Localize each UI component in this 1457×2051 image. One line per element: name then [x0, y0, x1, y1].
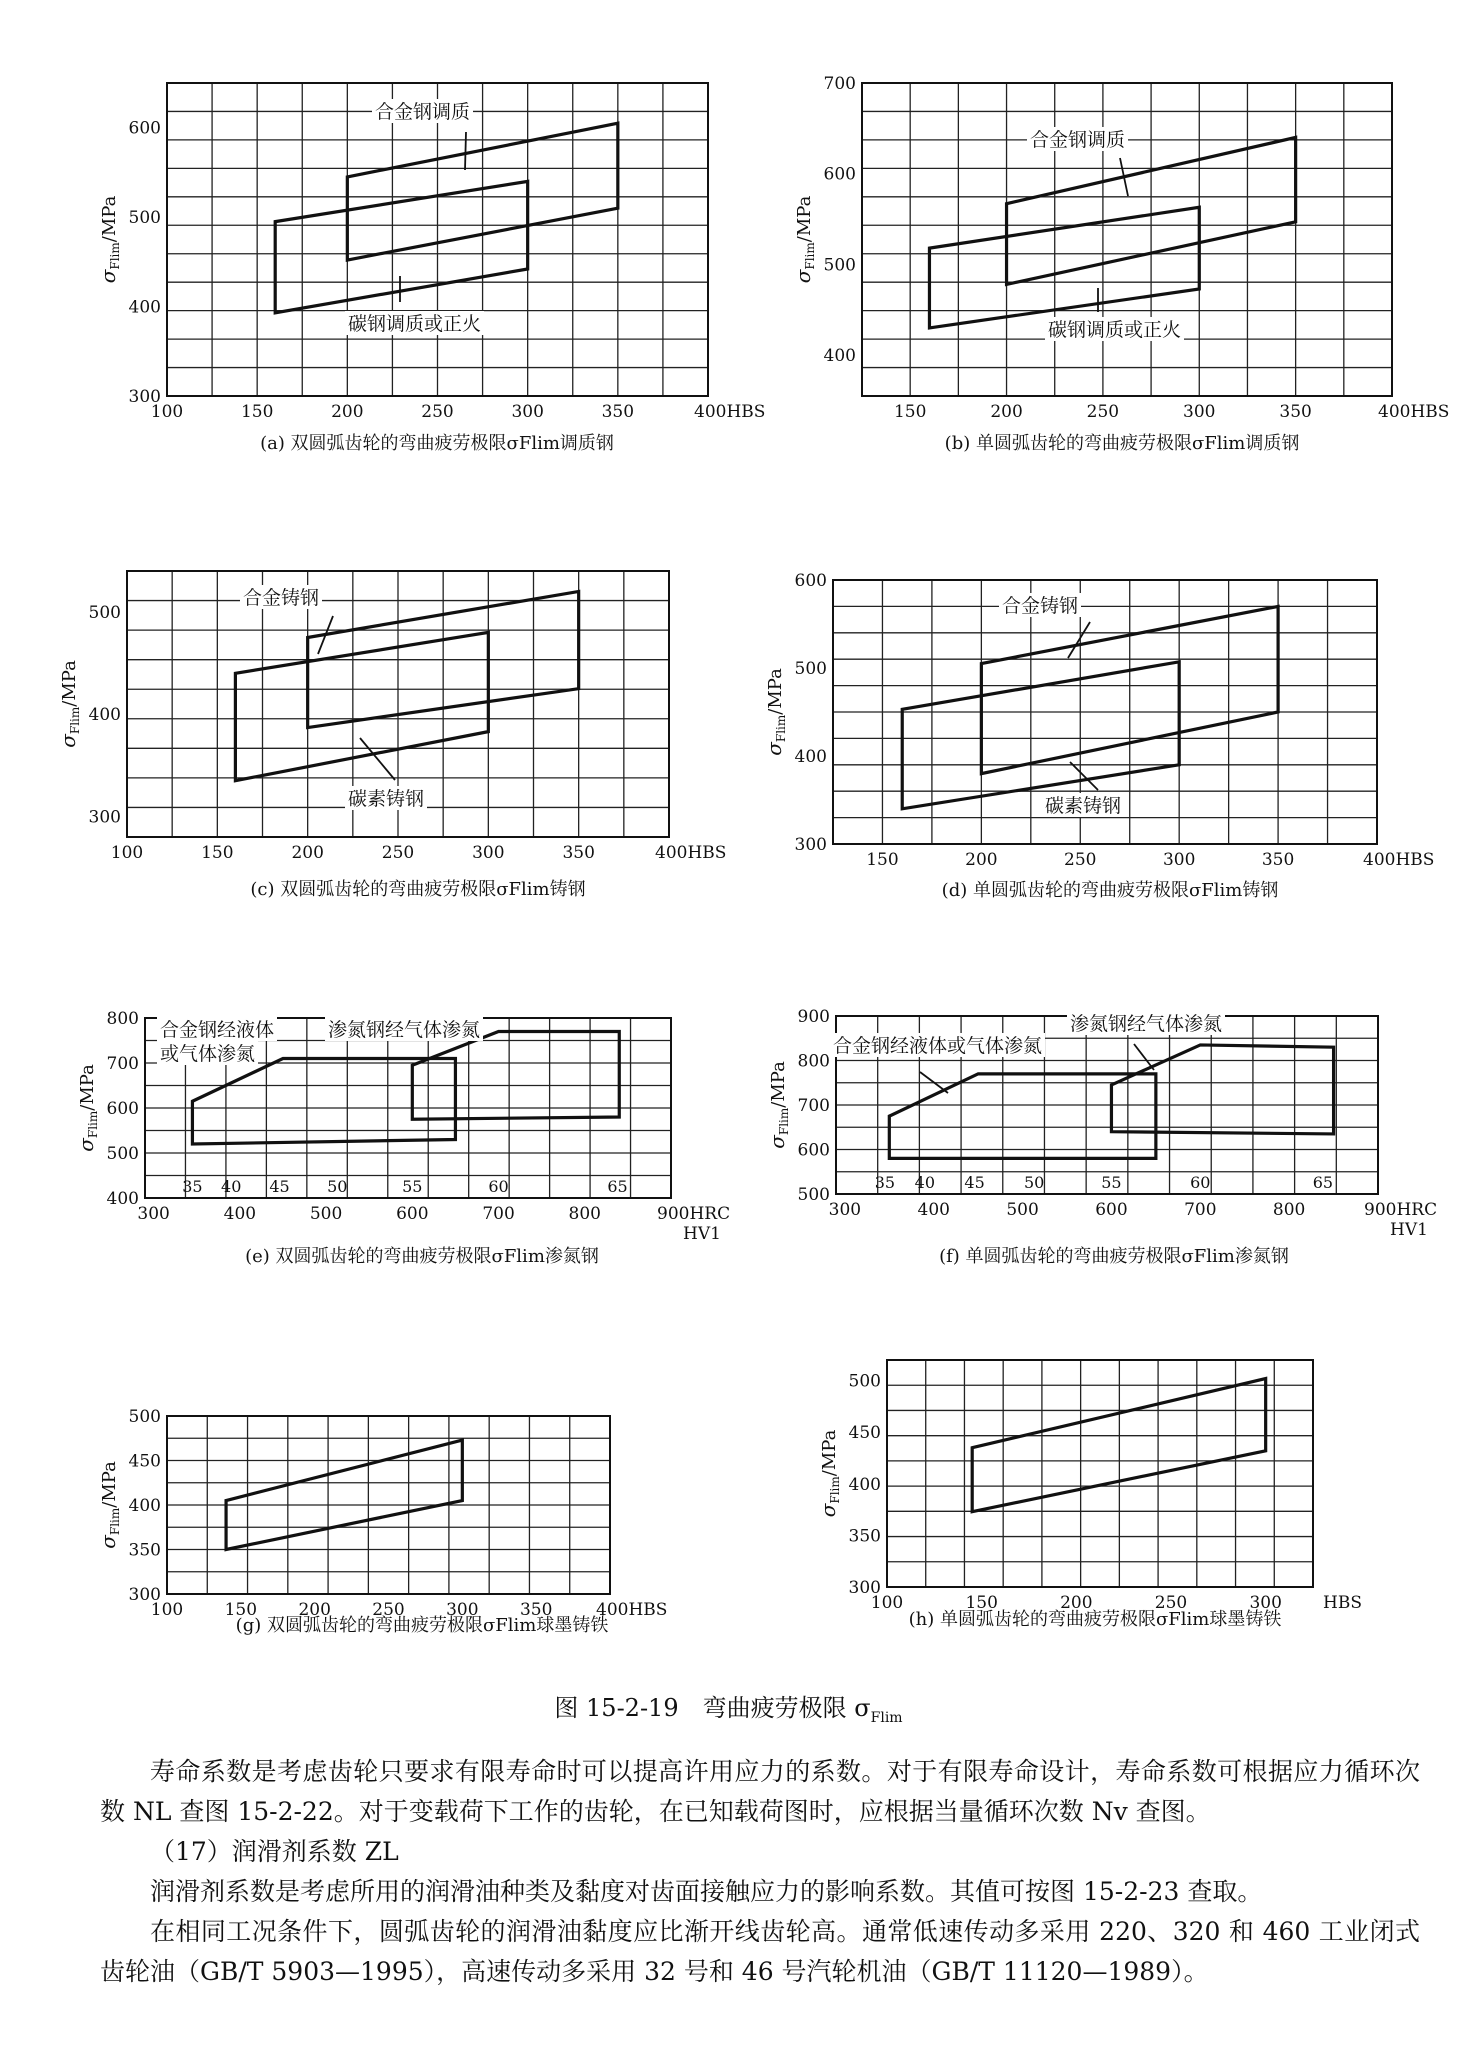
hrc-tick-label: 35	[874, 1173, 896, 1192]
y-tick-label: 300	[88, 807, 121, 828]
annotation-leader	[465, 132, 466, 170]
y-tick-label: 600	[128, 118, 161, 139]
x-tick-label: 900HRC	[1364, 1200, 1438, 1220]
x-tick-label: 150	[224, 1600, 258, 1620]
x-tick-label: 200	[331, 402, 364, 422]
chart-caption: (d) 单圆弧齿轮的弯曲疲劳极限σFlim铸钢	[941, 880, 1279, 901]
hrc-tick-label: 60	[1190, 1173, 1211, 1192]
y-tick-label: 300	[128, 1585, 161, 1605]
y-tick-label: 400	[128, 1496, 161, 1516]
y-axis-title: $\sigma_{Flim}$/MPa	[765, 1061, 791, 1149]
chart-e	[74, 1009, 730, 1267]
y-axis-title: $\sigma_{Flim}$/MPa	[96, 195, 122, 284]
x-tick-label: 350	[519, 1600, 553, 1620]
series-region-1	[889, 1074, 1156, 1159]
annotation-leader	[1134, 1044, 1154, 1070]
x-tick-label: 300	[1162, 850, 1196, 870]
y-tick-label: 500	[848, 1371, 881, 1392]
x-tick-label: 300	[511, 402, 544, 422]
paragraph-lubricant-factor: 润滑剂系数是考虑所用的润滑油种类及黏度对齿面接触应力的影响系数。其值可按图 15-2-23 查取。	[150, 1877, 1263, 1906]
chart-caption: (b) 单圆弧齿轮的弯曲疲劳极限σFlim调质钢	[944, 433, 1300, 454]
y-tick-label: 500	[128, 208, 161, 229]
chart-d	[762, 571, 1434, 901]
y-tick-label: 450	[128, 1451, 161, 1472]
x-tick-label: 350	[562, 843, 595, 863]
x-tick-label: 250	[372, 1600, 405, 1620]
y-tick-label: 400	[848, 1474, 881, 1495]
x-tick-label: 150	[893, 402, 927, 422]
x-tick-label: 300	[828, 1200, 862, 1220]
y-tick-label: 500	[823, 255, 856, 276]
x-unit2-label: HV1	[683, 1224, 721, 1244]
annotation-leader	[360, 738, 395, 780]
hrc-tick-label: 35	[182, 1177, 203, 1196]
figure-title-main: 图 15-2-19 弯曲疲劳极限 σ	[554, 1694, 871, 1722]
x-tick-label: 400HBS	[596, 1600, 668, 1620]
x-tick-label: 300	[1183, 402, 1216, 422]
y-tick-label: 800	[797, 1051, 830, 1072]
chart-c	[56, 571, 726, 900]
x-tick-label: 200	[990, 402, 1023, 422]
chart-caption: (e) 双圆弧齿轮的弯曲疲劳极限σFlim渗氮钢	[245, 1246, 599, 1267]
x-tick-label: 150	[965, 1593, 998, 1613]
grid	[167, 1416, 610, 1594]
y-tick-label: 700	[106, 1054, 139, 1074]
annotation-label: 或气体渗氮	[160, 1043, 256, 1065]
x-tick-label: 300	[137, 1204, 170, 1224]
hrc-tick-label: 60	[488, 1177, 509, 1196]
y-axis-title: $\sigma_{Flim}$/MPa	[791, 195, 817, 284]
hrc-tick-label: 65	[607, 1177, 628, 1196]
x-unit2-label: HV1	[1390, 1220, 1428, 1240]
chart-caption: (f) 单圆弧齿轮的弯曲疲劳极限σFlim渗氮钢	[939, 1246, 1289, 1267]
x-tick-label: HBS	[1323, 1593, 1362, 1613]
plot-frame	[887, 1360, 1313, 1587]
x-tick-label: 600	[396, 1204, 429, 1224]
grid	[167, 83, 708, 396]
x-tick-label: 500	[1006, 1200, 1039, 1220]
x-tick-label: 200	[291, 843, 324, 863]
y-tick-label: 600	[106, 1099, 139, 1119]
annotation-label: 渗氮钢经气体渗氮	[328, 1019, 481, 1041]
x-tick-label: 250	[1064, 850, 1097, 870]
y-tick-label: 450	[848, 1423, 881, 1444]
paragraph-life-factor: 寿命系数是考虑齿轮只要求有限寿命时可以提高许用应力的系数。对于有限寿命设计，寿命系数可根据应力循环次数 NL 查图 15-2-22。对于变载荷下工作的齿轮，在已知载荷图时，应根据当量循环次数 Nv 查图。	[100, 1757, 1420, 1826]
y-tick-label: 500	[797, 1185, 830, 1205]
x-tick-label: 100	[150, 1600, 184, 1620]
x-tick-label: 300	[472, 843, 505, 863]
y-tick-label: 300	[128, 387, 161, 407]
x-tick-label: 350	[1261, 850, 1295, 870]
x-tick-label: 400HBS	[655, 843, 727, 863]
y-tick-label: 500	[106, 1144, 139, 1164]
y-tick-label: 300	[848, 1578, 881, 1598]
x-tick-label: 250	[1154, 1593, 1188, 1613]
x-tick-label: 350	[1279, 402, 1312, 422]
x-tick-label: 500	[309, 1204, 343, 1224]
annotation-label: 合金钢经液体	[160, 1019, 275, 1041]
grid	[887, 1360, 1313, 1587]
y-axis-title: $\sigma_{Flim}$/MPa	[762, 668, 788, 756]
y-tick-label: 600	[823, 164, 856, 185]
chart-g	[96, 1407, 667, 1636]
chart-caption: (g) 双圆弧齿轮的弯曲疲劳极限σFlim球墨铸铁	[235, 1615, 609, 1636]
series-region-2	[275, 181, 527, 312]
x-tick-label: 100	[150, 402, 184, 422]
hrc-tick-label: 50	[1023, 1173, 1045, 1192]
annotation-label: 合金铸钢	[243, 587, 320, 609]
x-tick-label: 900HRC	[657, 1204, 731, 1224]
y-tick-label: 600	[797, 1140, 830, 1161]
y-tick-label: 400	[106, 1189, 139, 1209]
x-tick-label: 800	[1272, 1200, 1306, 1220]
x-tick-label: 400	[223, 1204, 257, 1224]
body-text	[100, 1752, 1420, 1992]
y-tick-label: 900	[797, 1007, 830, 1027]
y-tick-label: 350	[848, 1526, 881, 1547]
x-tick-label: 700	[482, 1204, 515, 1224]
x-tick-label: 150	[240, 402, 274, 422]
annotation-label: 碳素铸钢	[1045, 795, 1122, 817]
chart-caption: (c) 双圆弧齿轮的弯曲疲劳极限σFlim铸钢	[250, 879, 586, 900]
annotation-label: 碳素铸钢	[348, 788, 425, 810]
series-region-1	[226, 1440, 462, 1549]
hrc-tick-label: 65	[1312, 1173, 1334, 1192]
y-axis-title: $\sigma_{Flim}$/MPa	[96, 1461, 122, 1549]
x-tick-label: 400HBS	[1378, 402, 1450, 422]
y-tick-label: 700	[797, 1096, 830, 1116]
y-tick-label: 400	[823, 346, 856, 367]
x-tick-label: 100	[870, 1593, 904, 1613]
y-axis-title: $\sigma_{Flim}$/MPa	[816, 1429, 842, 1518]
hrc-tick-label: 40	[914, 1173, 936, 1192]
x-tick-label: 200	[298, 1600, 331, 1620]
annotation-leader	[1068, 622, 1090, 658]
x-tick-label: 250	[421, 402, 454, 422]
chart-a	[96, 83, 765, 454]
y-axis-title: $\sigma_{Flim}$/MPa	[56, 660, 82, 748]
y-tick-label: 600	[794, 571, 827, 591]
series-region-1	[192, 1059, 455, 1145]
x-tick-label: 400HBS	[1363, 850, 1435, 870]
y-axis-title: $\sigma_{Flim}$/MPa	[74, 1064, 100, 1152]
figure-title	[0, 1688, 1457, 1726]
chart-caption: (a) 双圆弧齿轮的弯曲疲劳极限σFlim调质钢	[260, 433, 614, 454]
y-tick-label: 500	[794, 659, 827, 679]
chart-h	[816, 1360, 1362, 1630]
x-tick-label: 300	[1249, 1593, 1282, 1613]
x-tick-label: 400HBS	[694, 402, 766, 422]
y-tick-label: 700	[823, 74, 856, 94]
y-tick-label: 800	[106, 1009, 139, 1029]
x-tick-label: 600	[1095, 1200, 1128, 1220]
paragraph-heading-lubricant: （17）润滑剂系数 ZL	[150, 1837, 399, 1866]
x-tick-label: 100	[110, 843, 144, 863]
annotation-label: 碳钢调质或正火	[1048, 319, 1182, 341]
annotation-leader	[1070, 762, 1098, 790]
y-tick-label: 400	[794, 747, 827, 767]
annotation-label: 合金钢经液体或气体渗氮	[833, 1035, 1043, 1057]
x-tick-label: 200	[1060, 1593, 1093, 1613]
hrc-tick-label: 55	[402, 1177, 423, 1196]
paragraph-oil-viscosity: 在相同工况条件下，圆弧齿轮的润滑油黏度应比渐开线齿轮高。通常低速传动多采用 220、320 和 460 工业闭式齿轮油（GB/T 5903—1995），高速传动多采用 32 号和 46 号汽轮机油（GB/T 11120—1989）。	[100, 1917, 1420, 1986]
y-tick-label: 400	[88, 705, 121, 726]
y-tick-label: 400	[128, 297, 161, 318]
series-region-2	[902, 662, 1179, 809]
chart-caption: (h) 单圆弧齿轮的弯曲疲劳极限σFlim球墨铸铁	[908, 1609, 1282, 1630]
y-tick-label: 350	[128, 1540, 161, 1561]
y-tick-label: 500	[88, 602, 121, 623]
x-tick-label: 250	[1086, 402, 1120, 422]
hrc-tick-label: 55	[1101, 1173, 1122, 1192]
chart-f	[765, 1007, 1437, 1267]
x-tick-label: 350	[601, 402, 635, 422]
hrc-tick-label: 45	[964, 1173, 985, 1192]
chart-b	[791, 74, 1449, 454]
annotation-label: 合金钢调质	[375, 101, 471, 123]
x-tick-label: 400	[917, 1200, 950, 1220]
x-tick-label: 300	[446, 1600, 479, 1620]
hrc-tick-label: 50	[327, 1177, 348, 1196]
y-tick-label: 300	[794, 835, 827, 855]
x-tick-label: 150	[201, 843, 234, 863]
hrc-tick-label: 40	[221, 1177, 242, 1196]
hrc-tick-label: 45	[269, 1177, 290, 1196]
annotation-label: 合金铸钢	[1002, 595, 1079, 617]
annotation-label: 渗氮钢经气体渗氮	[1070, 1013, 1223, 1035]
figure-title-sub: Flim	[870, 1709, 903, 1726]
x-tick-label: 250	[381, 843, 415, 863]
y-tick-label: 500	[128, 1407, 161, 1427]
x-tick-label: 700	[1184, 1200, 1217, 1220]
series-region-2	[412, 1032, 619, 1120]
annotation-label: 合金钢调质	[1030, 129, 1126, 151]
x-tick-label: 200	[965, 850, 998, 870]
x-tick-label: 800	[568, 1204, 601, 1224]
annotation-label: 碳钢调质或正火	[348, 313, 482, 335]
x-tick-label: 150	[866, 850, 899, 870]
